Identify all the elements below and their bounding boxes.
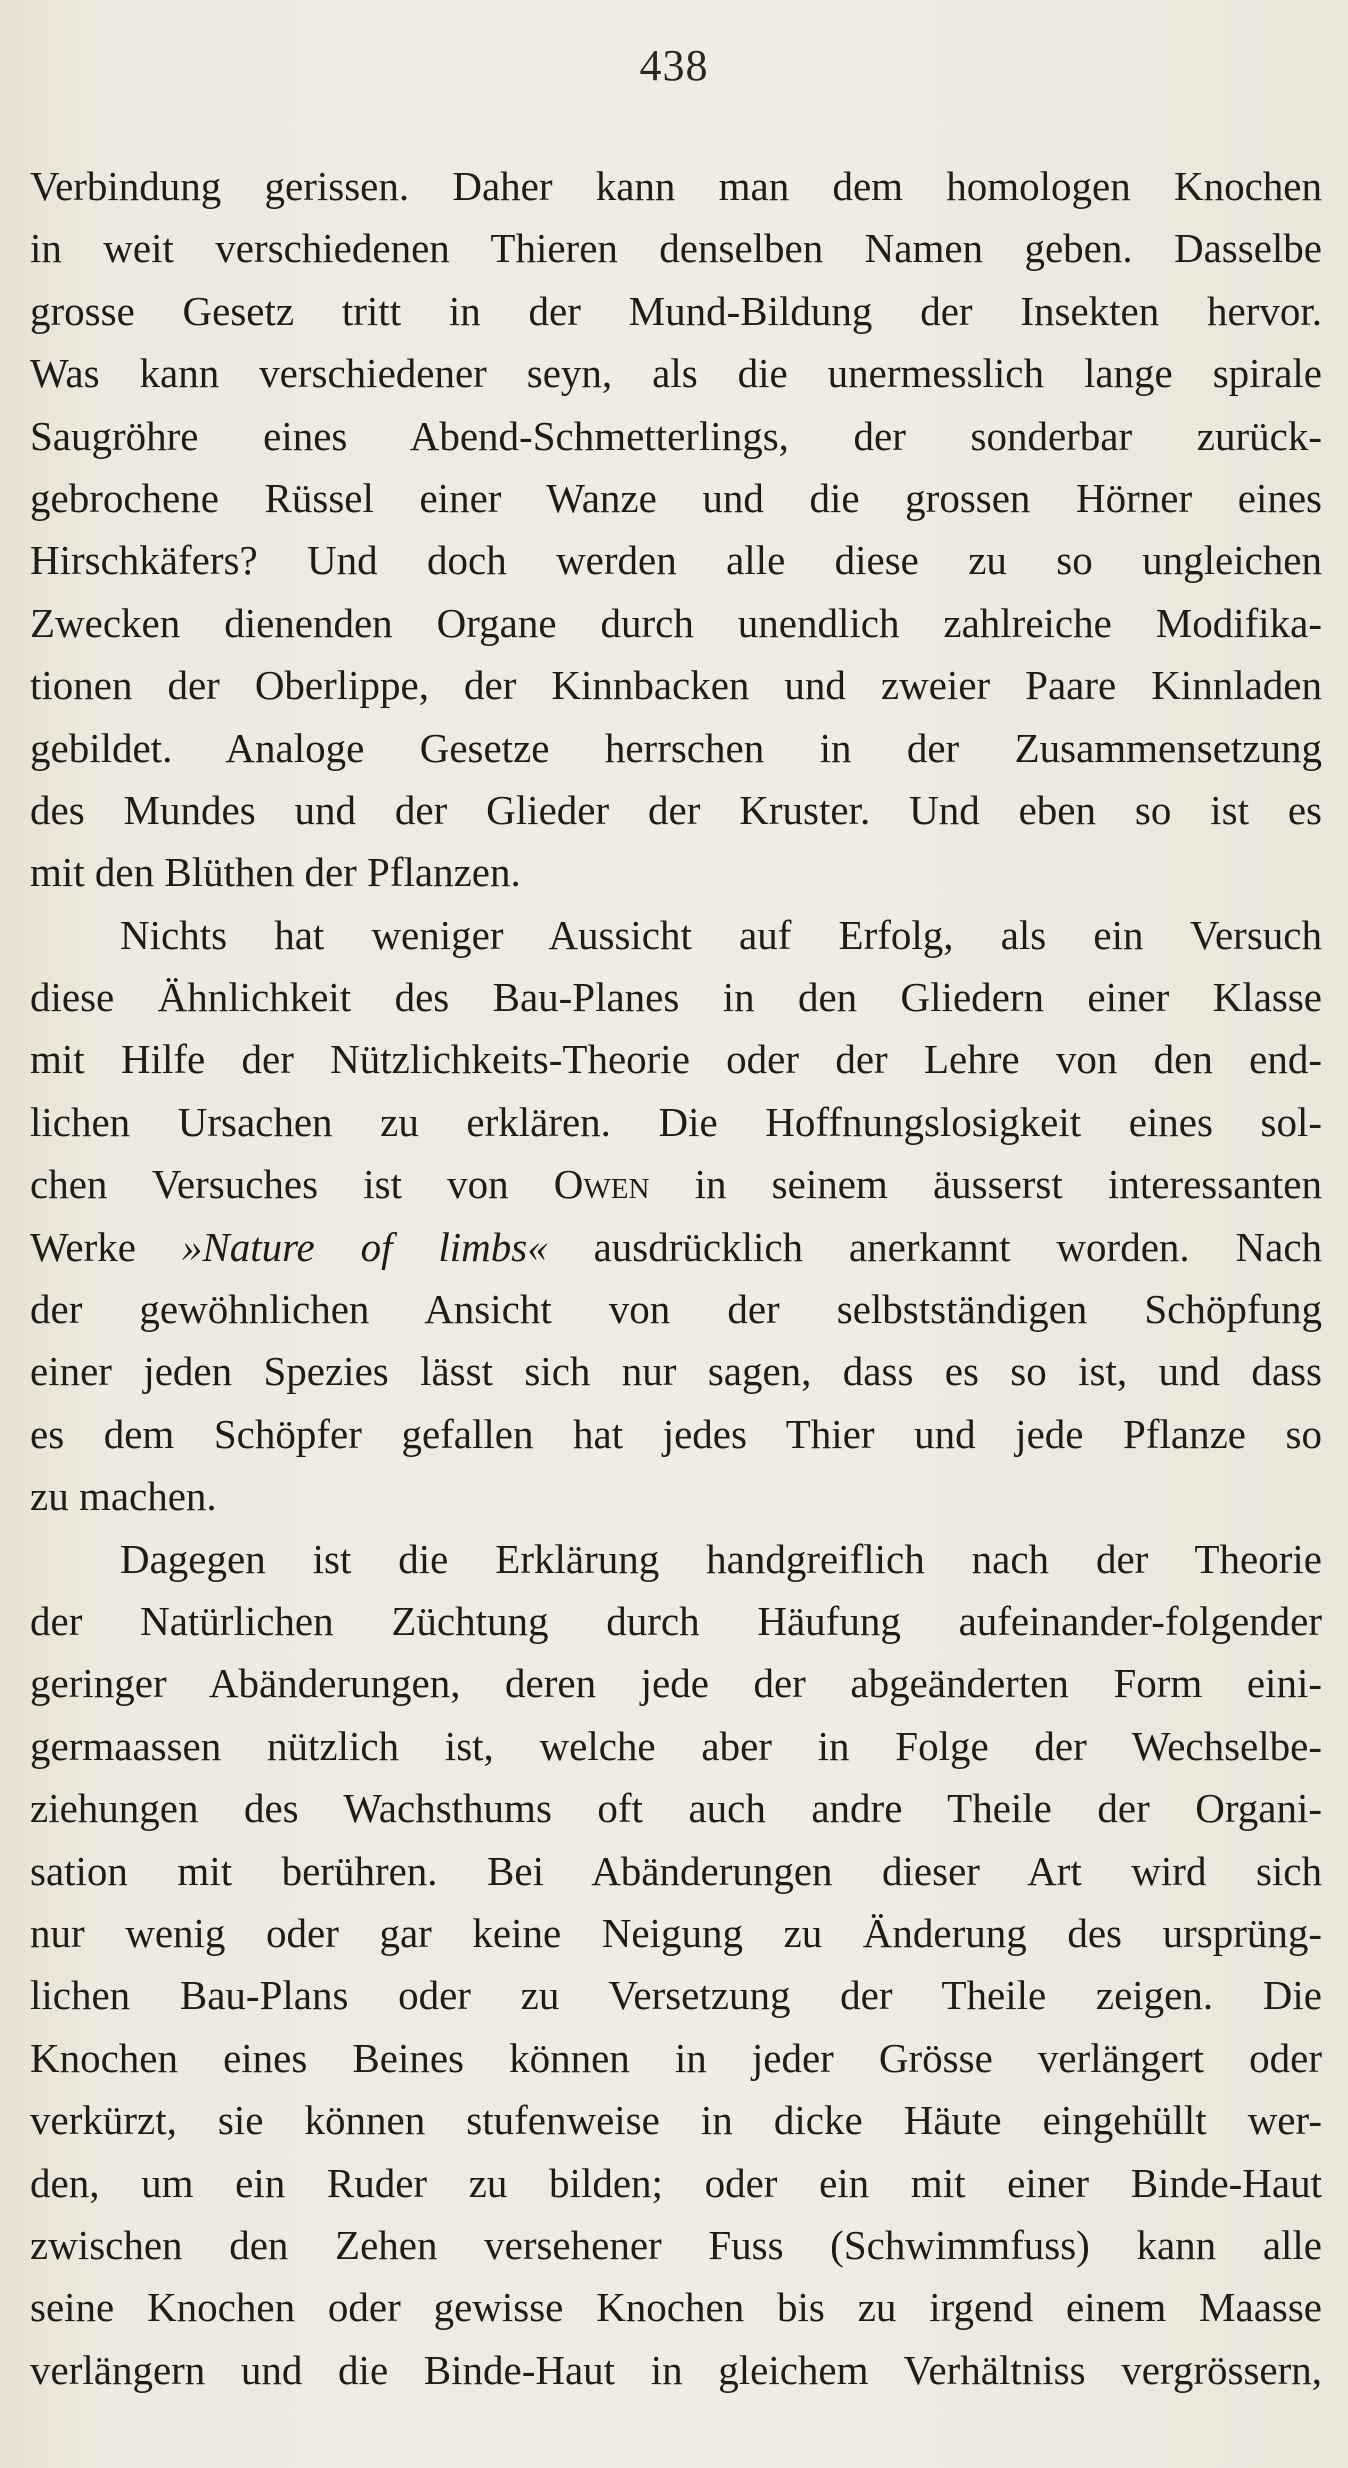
text-line: verlängern und die Binde-Haut in gleichem Verhältniss vergrössern, bbox=[30, 2346, 1322, 2393]
text-line: tionen der Oberlippe, der Kinnbacken und zweier Paare Kinnladen bbox=[30, 662, 1322, 709]
text-line: grosse Gesetz tritt in der Mund-Bildung der Insekten hervor. bbox=[30, 287, 1322, 334]
paragraph-first-line: Nichts hat weniger Aussicht auf Erfolg, als ein Versuch bbox=[120, 911, 1322, 958]
text-segment: ausdrücklich anerkannt worden. Nach bbox=[547, 1223, 1322, 1270]
text-line: mit Hilfe der Nützlichkeits-Theorie oder der Lehre von den end- bbox=[30, 1036, 1322, 1083]
text-line: des Mundes und der Glieder der Kruster. Und eben so ist es bbox=[30, 786, 1322, 833]
text-segment: chen Versuches ist von bbox=[30, 1161, 554, 1208]
text-line: lichen Ursachen zu erklären. Die Hoffnungslosigkeit eines sol- bbox=[30, 1098, 1322, 1145]
text-line: Knochen eines Beines können in jeder Grösse verlängert oder bbox=[30, 2034, 1322, 2081]
text-line: Verbindung gerissen. Daher kann man dem homologen Knochen bbox=[30, 163, 1322, 209]
text-line-nature-of-limbs bbox=[30, 1216, 1322, 1278]
text-line: Was kann verschiedener seyn, als die unermesslich lange spirale bbox=[30, 350, 1322, 397]
text-line: nur wenig oder gar keine Neigung zu Änderung des ursprüng- bbox=[30, 1909, 1322, 1956]
text-line: lichen Bau-Plans oder zu Versetzung der Theile zeigen. Die bbox=[30, 1972, 1322, 2019]
text-line: diese Ähnlichkeit des Bau-Planes in den Gliedern einer Klasse bbox=[30, 974, 1322, 1021]
text-line: seine Knochen oder gewisse Knochen bis zu irgend einem Maasse bbox=[30, 2284, 1322, 2331]
text-line: geringer Abänderungen, deren jede der abgeänderten Form eini- bbox=[30, 1660, 1322, 1707]
paragraph-last-line: mit den Blüthen der Pflanzen. bbox=[30, 849, 521, 896]
text-line: es dem Schöpfer gefallen hat jedes Thier und jede Pflanze so bbox=[30, 1410, 1322, 1457]
text-line: germaassen nützlich ist, welche aber in Folge der Wechselbe- bbox=[30, 1722, 1322, 1769]
text-line: Saugröhre eines Abend-Schmetterlings, der sonderbar zurück- bbox=[30, 412, 1322, 459]
body-text bbox=[30, 155, 1322, 2401]
text-line: der gewöhnlichen Ansicht von der selbstständigen Schöpfung bbox=[30, 1286, 1322, 1333]
book-title: »Nature of limbs« bbox=[181, 1223, 548, 1270]
text-line: in weit verschiedenen Thieren denselben Namen geben. Dasselbe bbox=[30, 225, 1322, 272]
text-line: einer jeden Spezies lässt sich nur sagen, dass es so ist, und dass bbox=[30, 1348, 1322, 1395]
page-number: 438 bbox=[639, 41, 709, 90]
text-segment: Werke bbox=[30, 1223, 182, 1270]
author-name: Owen bbox=[553, 1161, 650, 1208]
text-line: gebrochene Rüssel einer Wanze und die grossen Hörner eines bbox=[30, 474, 1322, 521]
paragraph-last-line: zu machen. bbox=[30, 1473, 217, 1520]
text-line: den, um ein Ruder zu bilden; oder ein mit einer Binde-Haut bbox=[30, 2159, 1322, 2206]
text-line: ziehungen des Wachsthums oft auch andre Theile der Organi- bbox=[30, 1785, 1322, 1832]
paragraph-first-line: Dagegen ist die Erklärung handgreiflich nach der Theorie bbox=[120, 1535, 1322, 1582]
text-line: sation mit berühren. Bei Abänderungen dieser Art wird sich bbox=[30, 1847, 1322, 1894]
text-line: zwischen den Zehen versehener Fuss (Schwimmfuss) kann alle bbox=[30, 2221, 1322, 2268]
text-line: gebildet. Analoge Gesetze herrschen in der Zusammensetzung bbox=[30, 724, 1322, 771]
text-line: der Natürlichen Züchtung durch Häufung aufeinander-folgender bbox=[30, 1597, 1322, 1644]
text-segment: in seinem äusserst interessanten bbox=[649, 1161, 1322, 1208]
text-line-owen bbox=[30, 1153, 1322, 1215]
text-line: verkürzt, sie können stufenweise in dicke Häute eingehüllt wer- bbox=[30, 2097, 1322, 2144]
text-line: Hirschkäfers? Und doch werden alle diese zu so ungleichen bbox=[30, 537, 1322, 584]
text-line: Zwecken dienenden Organe durch unendlich zahlreiche Modifika- bbox=[30, 599, 1322, 646]
